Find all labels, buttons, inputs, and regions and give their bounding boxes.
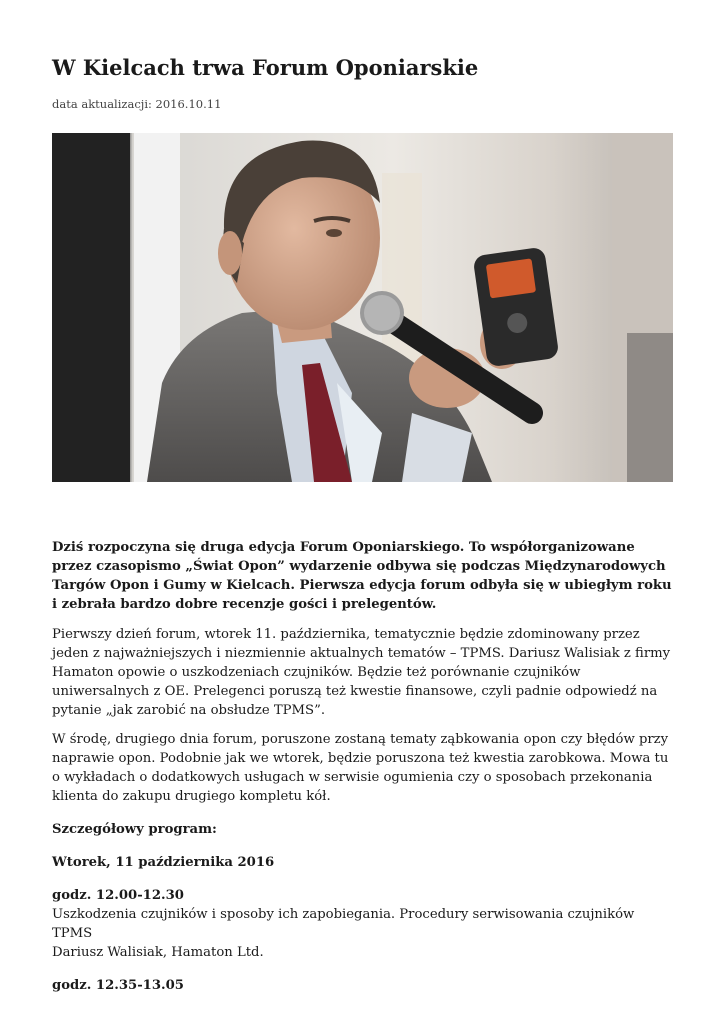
paragraph-1: Pierwszy dzień forum, wtorek 11. października, tematycznie będzie zdominowany przez jeden z najważniejszych i niezmiennie aktualnych tematów – TPMS. Dariusz Walisiak z firmy Hamaton opowie o uszkodzeniach czujników. Będzie też porównanie czujników uniwersalnych z OE. Prelegenci poruszą też kwestie finansowe, czyli padnie odpowiedź na pytanie „jak zarobić na obsłudze TPMS”. — [52, 627, 671, 718]
session-speaker: Dariusz Walisiak, Hamaton Ltd. — [52, 945, 264, 960]
session-topic: Uszkodzenia czujników i sposoby ich zapobiegania. Procedury serwisowania czujników TPMS — [52, 907, 635, 941]
session-item — [52, 886, 677, 962]
paragraph-2: W środę, drugiego dnia forum, poruszone zostaną tematy ząbkowania opon czy błędów przy naprawie opon. Podobnie jak we wtorek, będzie poruszona też kwestia zarobkowa. Mowa tu o wykładach o dodatkowych usługach w serwisie ogumienia czy o sposobach przekonania klienta do zakupu drugiego kompletu kół. — [52, 732, 669, 804]
program-heading: Szczegółowy program: — [52, 822, 217, 837]
day-heading: Wtorek, 11 października 2016 — [52, 855, 275, 870]
speaker-photo-icon — [52, 133, 673, 482]
session-time: godz. 12.35-13.05 — [52, 978, 184, 993]
article-title: W Kielcach trwa Forum Oponiarskie — [52, 55, 479, 80]
update-date: data aktualizacji: 2016.10.11 — [52, 97, 222, 111]
article-lead: Dziś rozpoczyna się druga edycja Forum Oponiarskiego. To współorganizowane przez czasopismo „Świat Opon” wydarzenie odbywa się podczas Międzynarodowych Targów Opon i Gumy w Kielcach. Pierwsza edycja forum odbyła się w ubiegłym roku i zebrała bardzo dobre recenzje gości i prelegentów. — [52, 540, 672, 612]
article-photo — [52, 133, 673, 482]
session-time: godz. 12.00-12.30 — [52, 888, 184, 903]
session-item — [52, 976, 677, 995]
article-body — [52, 538, 677, 1005]
